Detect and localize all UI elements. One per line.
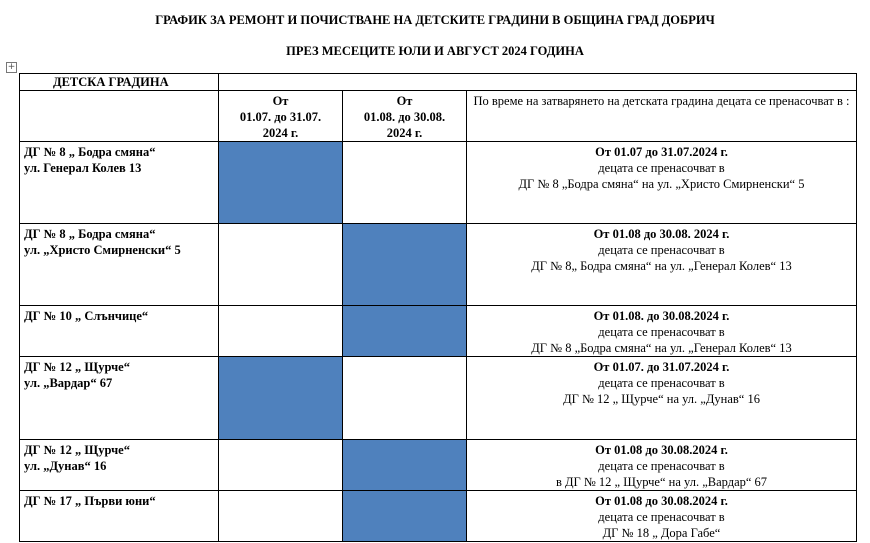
period-august-line: От — [396, 94, 413, 108]
transfer-period: От 01.08 до 30.08.2024 г. — [595, 443, 728, 457]
transfer-text: децата се пренасочват в — [598, 459, 725, 473]
july-closed-cell — [219, 142, 343, 224]
july-closed-cell — [219, 357, 343, 440]
kindergarten-name: ДГ № 8 „ Бодра смяна“ — [24, 227, 156, 241]
transfer-text: децата се пренасочват в — [598, 376, 725, 390]
transfer-text: децата се пренасочват в — [598, 325, 725, 339]
transfer-info-cell — [467, 440, 857, 491]
transfer-info-cell — [467, 142, 857, 224]
kindergarten-name-cell — [20, 440, 219, 491]
august-closed-cell — [343, 491, 467, 542]
kindergarten-name-cell — [20, 306, 219, 357]
table-row — [20, 357, 857, 440]
table-header-row — [20, 91, 857, 142]
table-row — [20, 224, 857, 306]
july-open-cell — [219, 306, 343, 357]
august-closed-cell — [343, 440, 467, 491]
transfer-period: От 01.08. до 30.08.2024 г. — [593, 309, 730, 323]
july-open-cell — [219, 491, 343, 542]
kindergarten-address: ул. „Христо Смирненски“ 5 — [24, 243, 181, 257]
transfer-note-header: По време на затварянето на детската градина децата се пренасочват в : — [467, 91, 857, 142]
period-august-header — [343, 91, 467, 142]
kindergarten-name-cell — [20, 357, 219, 440]
header-empty-cell — [219, 74, 857, 91]
schedule-table — [19, 73, 857, 542]
transfer-destination: ДГ № 8 „Бодра смяна“ на ул. „Генерал Колев“ 13 — [531, 341, 792, 355]
kindergarten-name-cell — [20, 224, 219, 306]
transfer-info-cell — [467, 357, 857, 440]
transfer-destination: ДГ № 8„ Бодра смяна“ на ул. „Генерал Колев“ 13 — [531, 259, 792, 273]
transfer-destination: ДГ № 18 „ Дора Габе“ — [602, 526, 721, 540]
table-row — [20, 142, 857, 224]
table-row — [20, 491, 857, 542]
august-closed-cell — [343, 224, 467, 306]
transfer-destination: ДГ № 8 „Бодра смяна“ на ул. „Христо Смирненски“ 5 — [518, 177, 805, 191]
transfer-info-cell — [467, 224, 857, 306]
transfer-period: От 01.07. до 31.07.2024 г. — [593, 360, 730, 374]
table-move-handle-icon[interactable]: + — [7, 62, 16, 72]
kindergarten-address: ул. „Дунав“ 16 — [24, 459, 107, 473]
transfer-destination: ДГ № 12 „ Щурче“ на ул. „Дунав“ 16 — [563, 392, 760, 406]
transfer-info-cell — [467, 306, 857, 357]
transfer-period: От 01.08 до 30.08.2024 г. — [595, 494, 728, 508]
transfer-text: децата се пренасочват в — [598, 243, 725, 257]
table-title-row — [20, 74, 857, 91]
period-july-line: 2024 г. — [262, 126, 299, 140]
kindergarten-name: ДГ № 10 „ Слънчице“ — [24, 309, 149, 323]
document-title: ГРАФИК ЗА РЕМОНТ И ПОЧИСТВАНЕ НА ДЕТСКИТЕ ГРАДИНИ В ОБЩИНА ГРАД ДОБРИЧ — [155, 13, 715, 27]
kindergarten-name-cell — [20, 491, 219, 542]
transfer-period: От 01.08 до 30.08. 2024 г. — [593, 227, 730, 241]
kindergarten-address: ул. Генерал Колев 13 — [24, 161, 142, 175]
transfer-destination: в ДГ № 12 „ Щурче“ на ул. „Вардар“ 67 — [555, 475, 768, 489]
transfer-period: От 01.07 до 31.07.2024 г. — [595, 145, 728, 159]
transfer-text: децата се пренасочват в — [598, 161, 725, 175]
header-blank-cell — [20, 91, 219, 142]
kindergarten-name-cell — [20, 142, 219, 224]
transfer-info-cell — [467, 491, 857, 542]
kindergarten-name: ДГ № 12 „ Щурче“ — [24, 360, 130, 374]
table-row — [20, 306, 857, 357]
transfer-text: децата се пренасочват в — [598, 510, 725, 524]
july-open-cell — [219, 440, 343, 491]
period-july-line: 01.07. до 31.07. — [239, 110, 322, 124]
kindergarten-name: ДГ № 8 „ Бодра смяна“ — [24, 145, 156, 159]
table-row — [20, 440, 857, 491]
august-open-cell — [343, 142, 467, 224]
period-july-header — [219, 91, 343, 142]
document-subtitle: ПРЕЗ МЕСЕЦИТЕ ЮЛИ И АВГУСТ 2024 ГОДИНА — [286, 44, 584, 58]
kindergarten-address: ул. „Вардар“ 67 — [24, 376, 113, 390]
july-open-cell — [219, 224, 343, 306]
august-open-cell — [343, 357, 467, 440]
period-august-line: 2024 г. — [386, 126, 423, 140]
kindergarten-name: ДГ № 17 „ Първи юни“ — [24, 494, 156, 508]
kindergarten-header: ДЕТСКА ГРАДИНА — [20, 74, 219, 91]
august-closed-cell — [343, 306, 467, 357]
period-august-line: 01.08. до 30.08. — [363, 110, 446, 124]
kindergarten-name: ДГ № 12 „ Щурче“ — [24, 443, 130, 457]
period-july-line: От — [272, 94, 289, 108]
